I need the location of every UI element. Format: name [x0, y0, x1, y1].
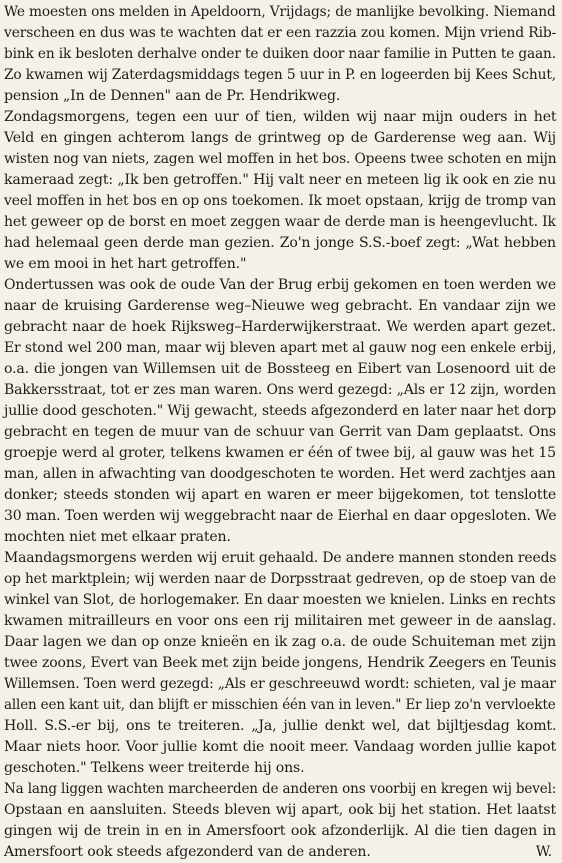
text-line: pension „In de Dennen" aan de Pr. Hendrikweg.	[4, 88, 341, 104]
text-line: naar de kruising Garderense weg–Nieuwe weg gebracht. En vandaar zijn we	[4, 298, 556, 314]
text-line: we em mooi in het hart getroffen."	[4, 256, 247, 272]
text-line: mochten niet met elkaar praten.	[4, 529, 231, 545]
text-line: 30 man. Toen werden wij weggebracht naar de Eierhal en daar opgesloten. We	[4, 508, 557, 524]
text-line: Amersfoort ook steeds afgezonderd van de anderen.	[4, 844, 371, 860]
text-line: allen een kant uit, dan blijft er misschien één van in leven." Er liep zo'n vervloekte	[4, 697, 556, 713]
text-line: We moesten ons melden in Apeldoorn, Vrijdags; de manlijke bevolking. Niemand	[4, 4, 556, 20]
text-line: Ondertussen was ook de oude Van der Brug erbij gekomen en toen werden we	[4, 277, 557, 293]
text-line: Maandagsmorgens werden wij eruit gehaald. De andere mannen stonden reeds	[4, 550, 557, 566]
text-line: geschoten." Telkens weer treiterde hij ons.	[4, 760, 305, 776]
text-line: winkel van Slot, de horlogemaker. En daar moesten we knielen. Links en rechts	[4, 592, 556, 608]
text-line: Opstaan en aansluiten. Steeds bleven wij apart, ook bij het station. Het laatst	[4, 802, 556, 818]
text-line: Zo kwamen wij Zaterdagsmiddags tegen 5 uur in P. en logeerden bij Kees Schut,	[4, 67, 556, 83]
closing-line-row	[4, 842, 556, 863]
text-line: Zondagsmorgens, tegen een uur of tien, wilden wij naar mijn ouders in het	[4, 109, 557, 125]
text-line: kwamen mitrailleurs en voor ons een rij militairen met geweer in de aanslag.	[4, 613, 557, 629]
text-line: wisten nog van niets, zagen wel moffen in het bos. Opeens twee schoten en mijn	[4, 151, 557, 167]
text-line: Willemsen. Toen werd gezegd: „Als er geschreeuwd wordt: schieten, val je maar	[4, 676, 556, 692]
text-line: gebracht en tegen de muur van de schuur van Gerrit van Dam geplaatst. Ons	[4, 424, 556, 440]
text-line: twee zoons, Evert van Beek met zijn beide jongens, Hendrik Zeegers en Teunis	[4, 655, 557, 671]
paragraph-5	[4, 779, 556, 863]
text-line: man, allen in afwachting van doodgeschoten te worden. Het werd zachtjes aan	[4, 466, 556, 482]
text-line: Er stond wel 200 man, maar wij bleven apart met al gauw nog een enkele erbij,	[4, 340, 557, 356]
text-line: Bakkersstraat, tot er zes man waren. Ons werd gezegd: „Als er 12 zijn, worden	[4, 382, 557, 398]
text-line: Daar lagen we dan op onze knieën en ik zag o.a. de oude Schuiteman met zijn	[4, 634, 556, 650]
text-line: Holl. S.S.-er bij, ons te treiteren. „Ja, jullie denkt wel, dat bijltjesdag komt.	[4, 718, 557, 734]
text-line: gingen wij de trein in en in Amersfoort ook afzonderlijk. Al die tien dagen in	[4, 823, 556, 839]
text-line: gebracht naar de hoek Rijksweg–Harderwijkerstraat. We werden apart gezet.	[4, 319, 556, 335]
paragraph-2	[4, 107, 556, 275]
text-line: Veld en gingen achterom langs de grintweg op de Garderense weg aan. Wij	[4, 130, 556, 146]
paragraph-4	[4, 548, 556, 779]
text-line: veel moffen in het bos en op ons toekomen. Ik moet opstaan, krijg de tromp van	[4, 193, 557, 209]
text-line: donker; steeds stonden wij apart en waren er meer bijgekomen, tot tenslotte	[4, 487, 557, 503]
author-signature: W.	[535, 844, 552, 860]
text-line: jullie dood geschoten." Wij gewacht, steeds afgezonderd en later naar het dorp	[4, 403, 557, 419]
text-line: groepje werd al groter, telkens kwamen er één of twee bij, al gauw was het 15	[4, 445, 556, 461]
text-line: bink en ik besloten derhalve onder te duiken door naar familie in Putten te gaan.	[4, 46, 556, 62]
text-line: op het marktplein; wij werden naar de Dorpsstraat gedreven, op de stoep van de	[4, 571, 557, 587]
text-line: o.a. die jongen van Willemsen uit de Bossteeg en Eibert van Losenoord uit de	[4, 361, 556, 377]
text-line: Na lang liggen wachten marcheerden de anderen ons voorbij en kregen wij bevel:	[4, 781, 557, 797]
text-line: het geweer op de borst en moet zeggen waar de derde man is heengevlucht. Ik	[4, 214, 556, 230]
document-page	[4, 2, 557, 860]
text-line: had helemaal geen derde man gezien. Zo'n jonge S.S.-boef zegt: „Wat hebben	[4, 235, 556, 251]
text-line: Maar niets hoor. Voor jullie komt die nooit meer. Vandaag worden jullie kapot	[4, 739, 556, 755]
text-line: verscheen en dus was te wachten dat er een razzia zou komen. Mijn vriend Rib-	[4, 25, 557, 41]
paragraph-1	[4, 2, 556, 107]
paragraph-3	[4, 275, 556, 548]
text-line: kameraad zegt: „Ik ben getroffen." Hij valt neer en meteen lig ik ook en zie nu	[4, 172, 556, 188]
